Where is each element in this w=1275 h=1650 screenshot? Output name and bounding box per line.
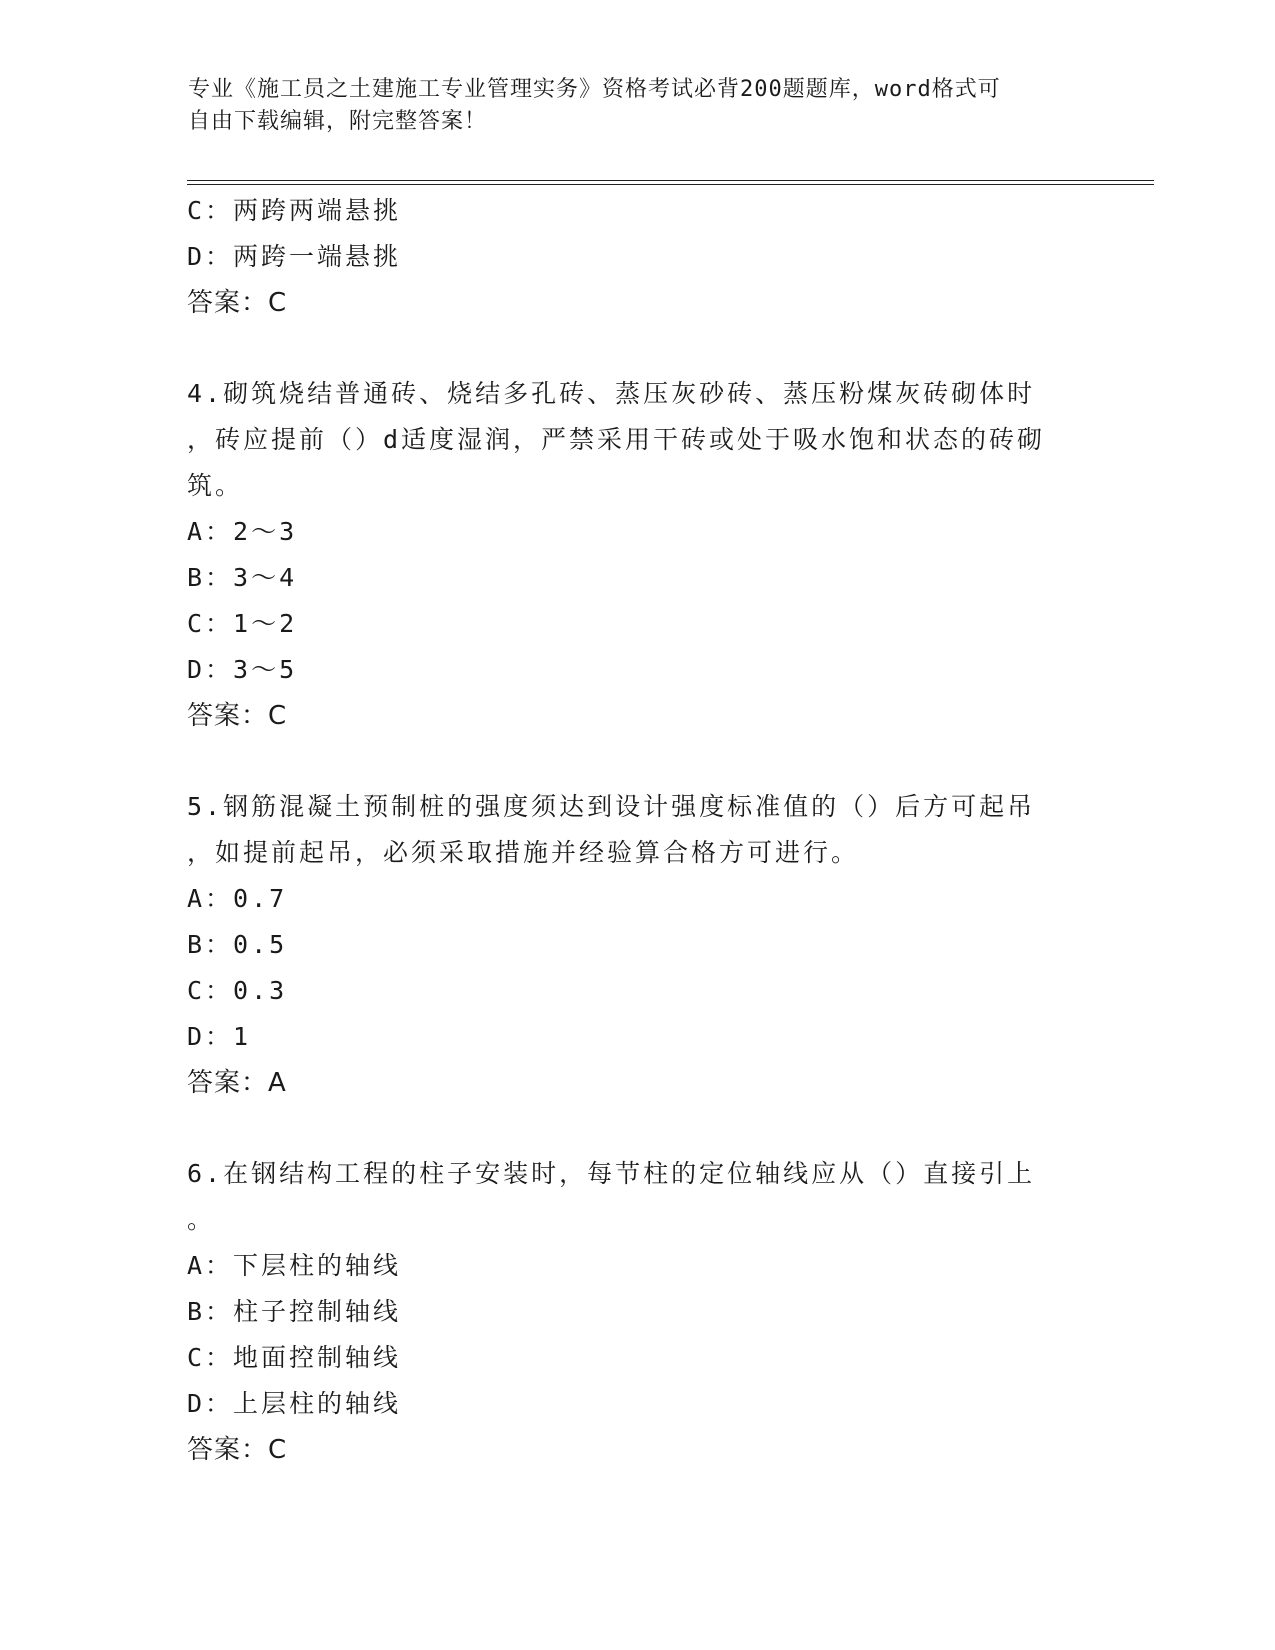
option-d: D：1: [187, 1022, 252, 1051]
question-spacer: [187, 739, 1087, 784]
option-a: A：2～3: [187, 517, 298, 546]
page-header: [188, 74, 1088, 138]
option-d: D：上层柱的轴线: [187, 1389, 402, 1418]
header-title-line-2: 自由下载编辑，附完整答案！: [188, 109, 488, 134]
answer-line: 答案：C: [187, 1435, 288, 1465]
option-b: B：3～4: [187, 563, 298, 592]
question-spacer: [187, 326, 1087, 371]
option-b: B：0.5: [187, 930, 288, 959]
option-b: B：柱子控制轴线: [187, 1297, 402, 1326]
header-divider: [187, 180, 1154, 185]
option-a: A：0.7: [187, 884, 288, 913]
question-4: [187, 371, 1087, 739]
question-spacer: [187, 1106, 1087, 1151]
answer-line: 答案：C: [187, 701, 288, 731]
option-d: D：3～5: [187, 655, 298, 684]
option-a: A：下层柱的轴线: [187, 1251, 402, 1280]
option-c: C：1～2: [187, 609, 298, 638]
question-stem-line-1: 5.钢筋混凝土预制桩的强度须达到设计强度标准值的（）后方可起吊: [187, 792, 1036, 821]
question-stem-line-1: 4.砌筑烧结普通砖、烧结多孔砖、蒸压灰砂砖、蒸压粉煤灰砖砌体时: [187, 379, 1036, 408]
question-stem-line-2: ，如提前起吊，必须采取措施并经验算合格方可进行。: [187, 838, 860, 867]
question-stem-line-3: 筑。: [187, 471, 244, 500]
option-c: C：两跨两端悬挑: [187, 196, 402, 225]
option-d: D：两跨一端悬挑: [187, 242, 402, 271]
question-3-partial: [187, 188, 1087, 326]
question-5: [187, 784, 1087, 1106]
question-stem-line-2: ，砖应提前（）d适度湿润，严禁采用干砖或处于吸水饱和状态的砖砌: [187, 425, 1046, 454]
question-list: [187, 188, 1087, 1473]
header-title-line-1: 专业《施工员之土建施工专业管理实务》资格考试必背200题题库，word格式可: [188, 77, 1001, 102]
question-stem-line-2: 。: [187, 1205, 216, 1234]
answer-line: 答案：C: [187, 288, 288, 318]
option-c: C：地面控制轴线: [187, 1343, 402, 1372]
option-c: C：0.3: [187, 976, 288, 1005]
answer-line: 答案：A: [187, 1068, 287, 1098]
question-stem-line-1: 6.在钢结构工程的柱子安装时，每节柱的定位轴线应从（）直接引上: [187, 1159, 1036, 1188]
question-6: [187, 1151, 1087, 1473]
